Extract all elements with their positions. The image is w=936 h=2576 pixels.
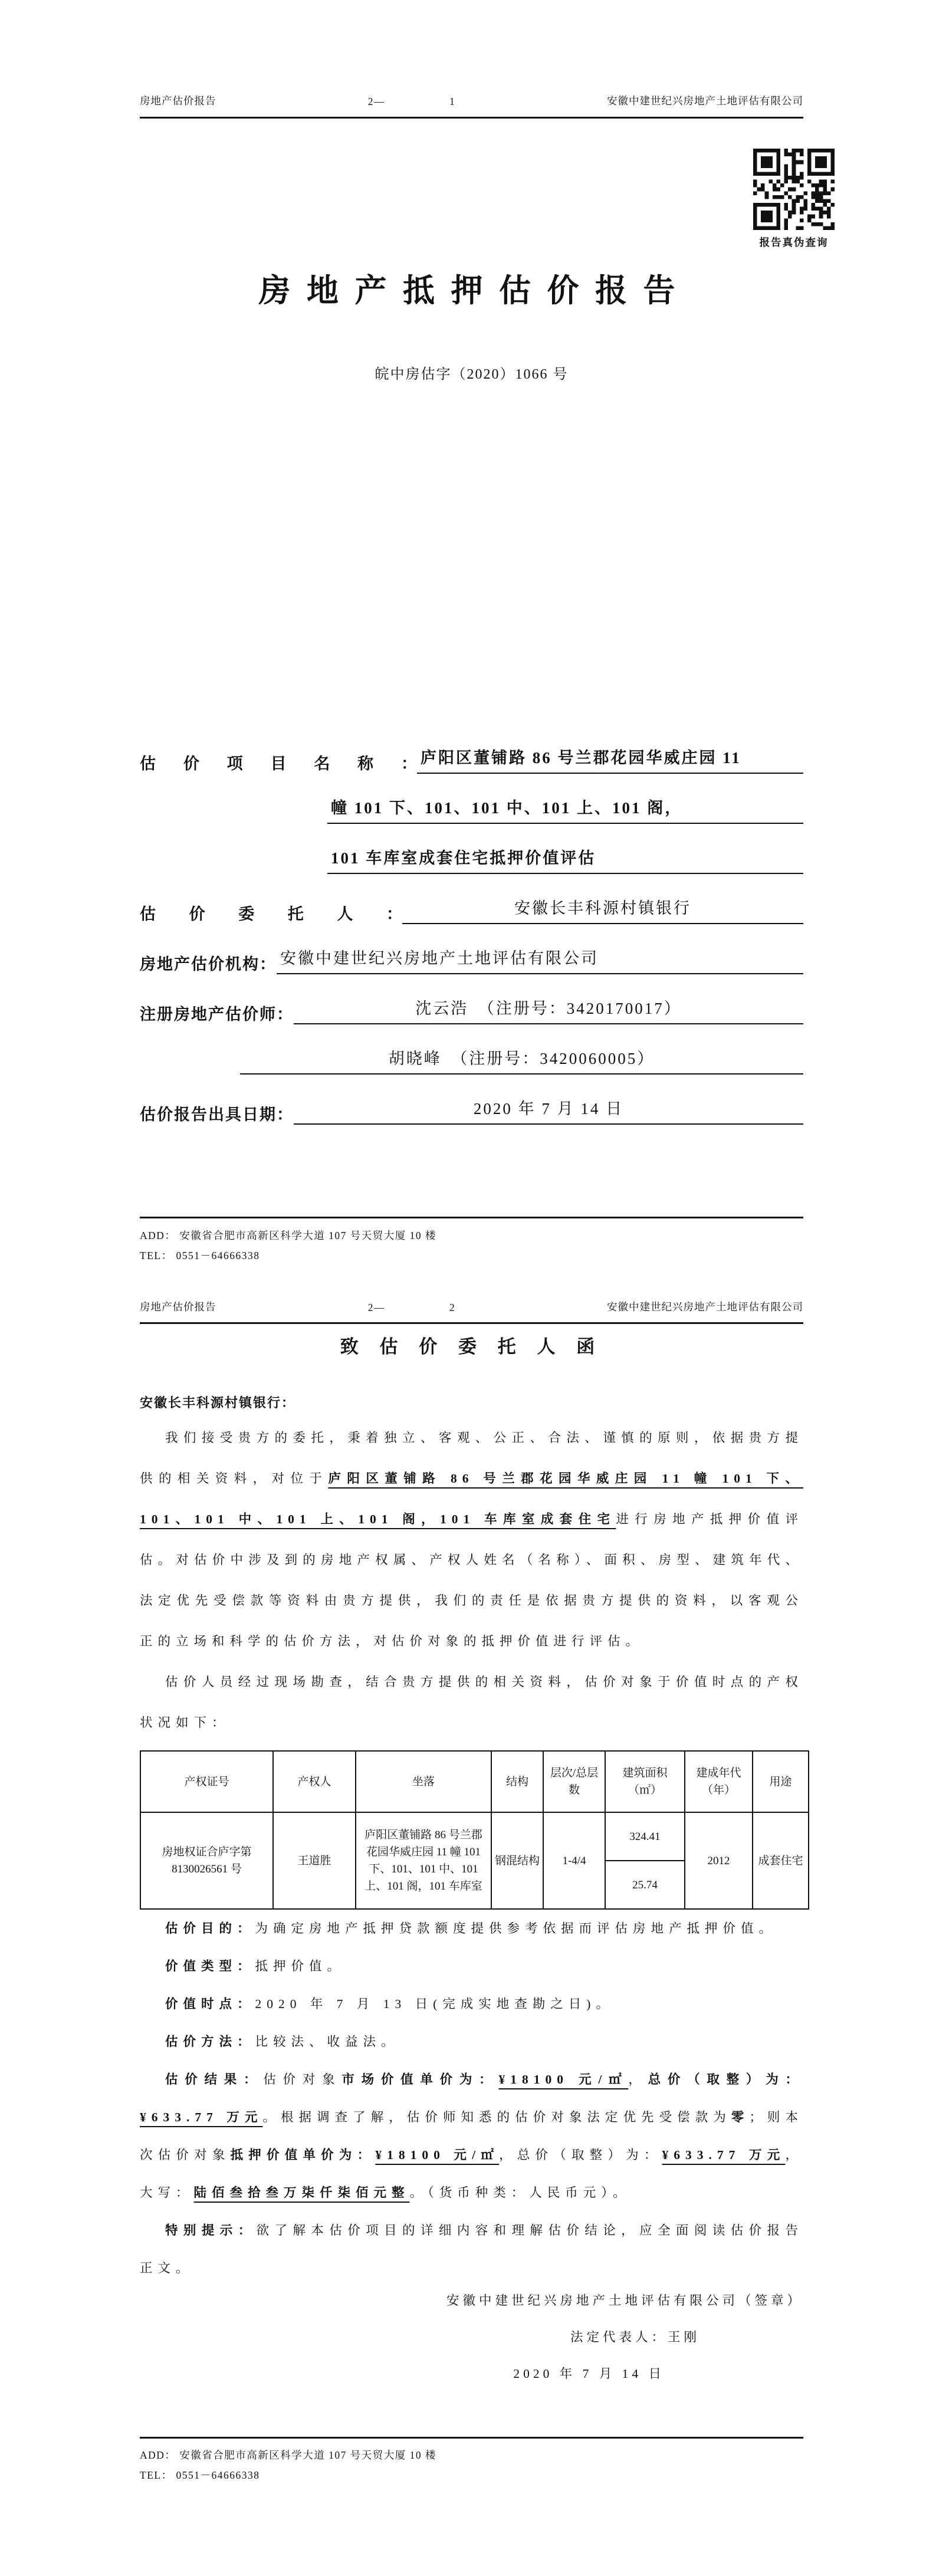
field-label-project: 估价项目名称： [140, 755, 417, 773]
item-value-date: 价值时点：2020 年 7 月 13 日(完成实地查勘之日)。 [165, 1997, 614, 2011]
page1-footer [140, 1225, 803, 1266]
item-purpose: 估价目的：为确定房地产抵押贷款额度提供参考依据而评估房地产抵押价值。 [165, 1921, 777, 1936]
paragraph-engagement: 我们接受贵方的委托，秉着独立、客观、公正、合法、谨慎的原则，依据贵方提供的相关资料，对位于庐阳区董铺路 86 号兰郡花园华威庄园 11 幢 101 下、101、101 中、101 上、101 阁，101 车库室成套住宅进行房地产抵押价值评估。对估价中涉及到的房地产权属、产权人姓名（名称）、面积、房型、建筑年代、法定优先受偿款等资料由贵方提供，我们的责任是依据贵方提供的资料，以客观公正的立场和科学的估价方法，对估价对象的抵押价值进行评估。 [140, 1431, 803, 1648]
page2-footer [140, 2445, 803, 2485]
page1-running-header [140, 93, 803, 108]
mortgage-total-price-value: ¥633.77 万元 [662, 2148, 786, 2162]
cell-cert-no: 房地权证合庐字第 8130026561 号 [140, 1812, 273, 1909]
qr-code [753, 149, 835, 230]
cell-area-main: 324.41 [606, 1813, 684, 1861]
col-owner: 产权人 [273, 1751, 356, 1812]
table-header-row [140, 1751, 809, 1812]
item-method: 估价方法：比较法、收益法。 [165, 2035, 399, 2049]
header-page-number: 1 [449, 96, 455, 107]
field-value-appraiser-2: 胡晓峰 （注册号：3420060005） [240, 1046, 803, 1075]
col-cert-no: 产权证号 [140, 1751, 273, 1812]
amount-in-words: 陆佰叁拾叁万柒仟柒佰元整 [193, 2186, 410, 2200]
letter-body [140, 1418, 803, 1743]
table-row [140, 1812, 809, 1909]
field-project-name [140, 737, 803, 774]
field-label-client: 估价委托人： [140, 905, 402, 923]
footer-address: ADD： 安徽省合肥市高新区科学大道 107 号天贸大厦 10 楼 [140, 2449, 437, 2461]
footer-phone: TEL： 0551－64666338 [140, 1250, 260, 1261]
col-location: 坐落 [356, 1751, 491, 1812]
item-result: 估价结果：估价对象市场价值单价为：¥18100 元/㎡，总价（取整）为：¥633.77 万元。根据调查了解，估价师知悉的估价对象法定优先受偿款为零；则本次估价对象抵押价值单价为：¥18100 元/㎡，总价（取整）为：¥633.77 万元，大写：陆佰叁拾叁万柒仟柒佰元整。（货币种类：人民币元）。 [140, 2072, 803, 2200]
mortgage-unit-price-value: ¥18100 元/㎡ [375, 2148, 500, 2162]
field-value-project-line1: 庐阳区董铺路 86 号兰郡花园华威庄园 11 [417, 745, 803, 774]
col-year: 建成年代（年） [685, 1751, 753, 1812]
col-area: 建筑面积（㎡） [605, 1751, 685, 1812]
page2-running-header [140, 1299, 803, 1314]
field-value-appraiser-1: 沈云浩 （注册号：3420170017） [294, 995, 803, 1024]
header-divider [140, 1322, 803, 1324]
field-project-name-line3 [140, 837, 803, 874]
total-price-value: ¥633.77 万元 [140, 2110, 263, 2124]
footer-divider [140, 2437, 803, 2439]
item-notice: 特别提示：欲了解本估价项目的详细内容和理解估价结论，应全面阅读估价报告正文。 [140, 2223, 803, 2275]
field-value-project-line3: 101 车库室成套住宅抵押价值评估 [327, 845, 803, 874]
col-usage: 用途 [753, 1751, 809, 1812]
header-company-name: 安徽中建世纪兴房地产土地评估有限公司 [607, 95, 803, 107]
cell-usage: 成套住宅 [753, 1812, 809, 1909]
item-value-type: 价值类型：抵押价值。 [165, 1959, 346, 1973]
field-value-issue-date: 2020 年 7 月 14 日 [294, 1096, 803, 1125]
footer-address: ADD： 安徽省合肥市高新区科学大道 107 号天贸大厦 10 楼 [140, 1230, 437, 1241]
field-agency [140, 938, 803, 974]
header-page-number: 2 [449, 1302, 455, 1313]
field-value-agency: 安徽中建世纪兴房地产土地评估有限公司 [277, 945, 803, 974]
field-value-project-line2: 幢 101 下、101、101 中、101 上、101 阁， [327, 795, 803, 824]
cell-area-sub: 25.74 [632, 1878, 658, 1891]
header-pageset: 2— [367, 96, 385, 107]
cell-area [605, 1812, 685, 1909]
field-value-client: 安徽长丰科源村镇银行 [402, 895, 803, 924]
cell-owner: 王道胜 [273, 1812, 356, 1909]
header-divider [140, 117, 803, 119]
header-company-name: 安徽中建世纪兴房地产土地评估有限公司 [607, 1301, 803, 1313]
field-project-name-line2 [140, 787, 803, 824]
field-appraiser-1 [140, 988, 803, 1024]
subject-property-span: 庐阳区董铺路 86 号兰郡花园华威庄园 11 幢 101 下、101、101 中、101 上、101 阁，101 车库室成套住宅 [140, 1471, 803, 1526]
col-floors: 层次/总层数 [543, 1751, 605, 1812]
report-title: 房 地 产 抵 押 估 价 报 告 [258, 273, 679, 308]
ownership-table [140, 1750, 809, 1910]
cell-floors: 1-4/4 [543, 1812, 605, 1909]
col-structure: 结构 [491, 1751, 543, 1812]
footer-phone: TEL： 0551－64666338 [140, 2469, 260, 2481]
document-number: 皖中房估字（2020）1066 号 [375, 367, 569, 382]
valuation-summary [140, 1910, 803, 2287]
footer-divider [140, 1217, 803, 1218]
signature-legal-rep: 法定代表人：王刚 [570, 2330, 700, 2344]
header-doc-type: 房地产估价报告 [140, 1301, 216, 1313]
unit-price-value: ¥18100 元/㎡ [498, 2072, 629, 2087]
header-doc-type: 房地产估价报告 [140, 95, 216, 107]
qr-caption: 报告真伪查询 [759, 236, 829, 248]
field-appraiser-2 [140, 1038, 803, 1075]
header-pageset: 2— [367, 1302, 385, 1313]
field-label-issue-date: 估价报告出具日期： [140, 1106, 294, 1123]
field-label-agency: 房地产估价机构： [140, 955, 277, 973]
field-label-appraiser: 注册房地产估价师： [140, 1006, 294, 1023]
cell-structure: 钢混结构 [491, 1812, 543, 1909]
signature-company: 安徽中建世纪兴房地产土地评估有限公司（签章） [446, 2294, 803, 2308]
field-client [140, 888, 803, 924]
cell-year: 2012 [685, 1812, 753, 1909]
letter-title: 致 估 价 委 托 人 函 [340, 1336, 603, 1357]
signature-date: 2020 年 7 月 14 日 [513, 2367, 665, 2381]
paragraph-inspection: 估价人员经过现场勘查，结合贵方提供的相关资料，估价对象于价值时点的产权状况如下： [140, 1675, 803, 1730]
letter-salutation: 安徽长丰科源村镇银行： [140, 1395, 296, 1410]
cell-location: 庐阳区董铺路 86 号兰郡花园华威庄园 11 幢 101 下、101、101 中、101 上、101 阁，101 车库室 [356, 1812, 491, 1909]
field-issue-date [140, 1088, 803, 1125]
